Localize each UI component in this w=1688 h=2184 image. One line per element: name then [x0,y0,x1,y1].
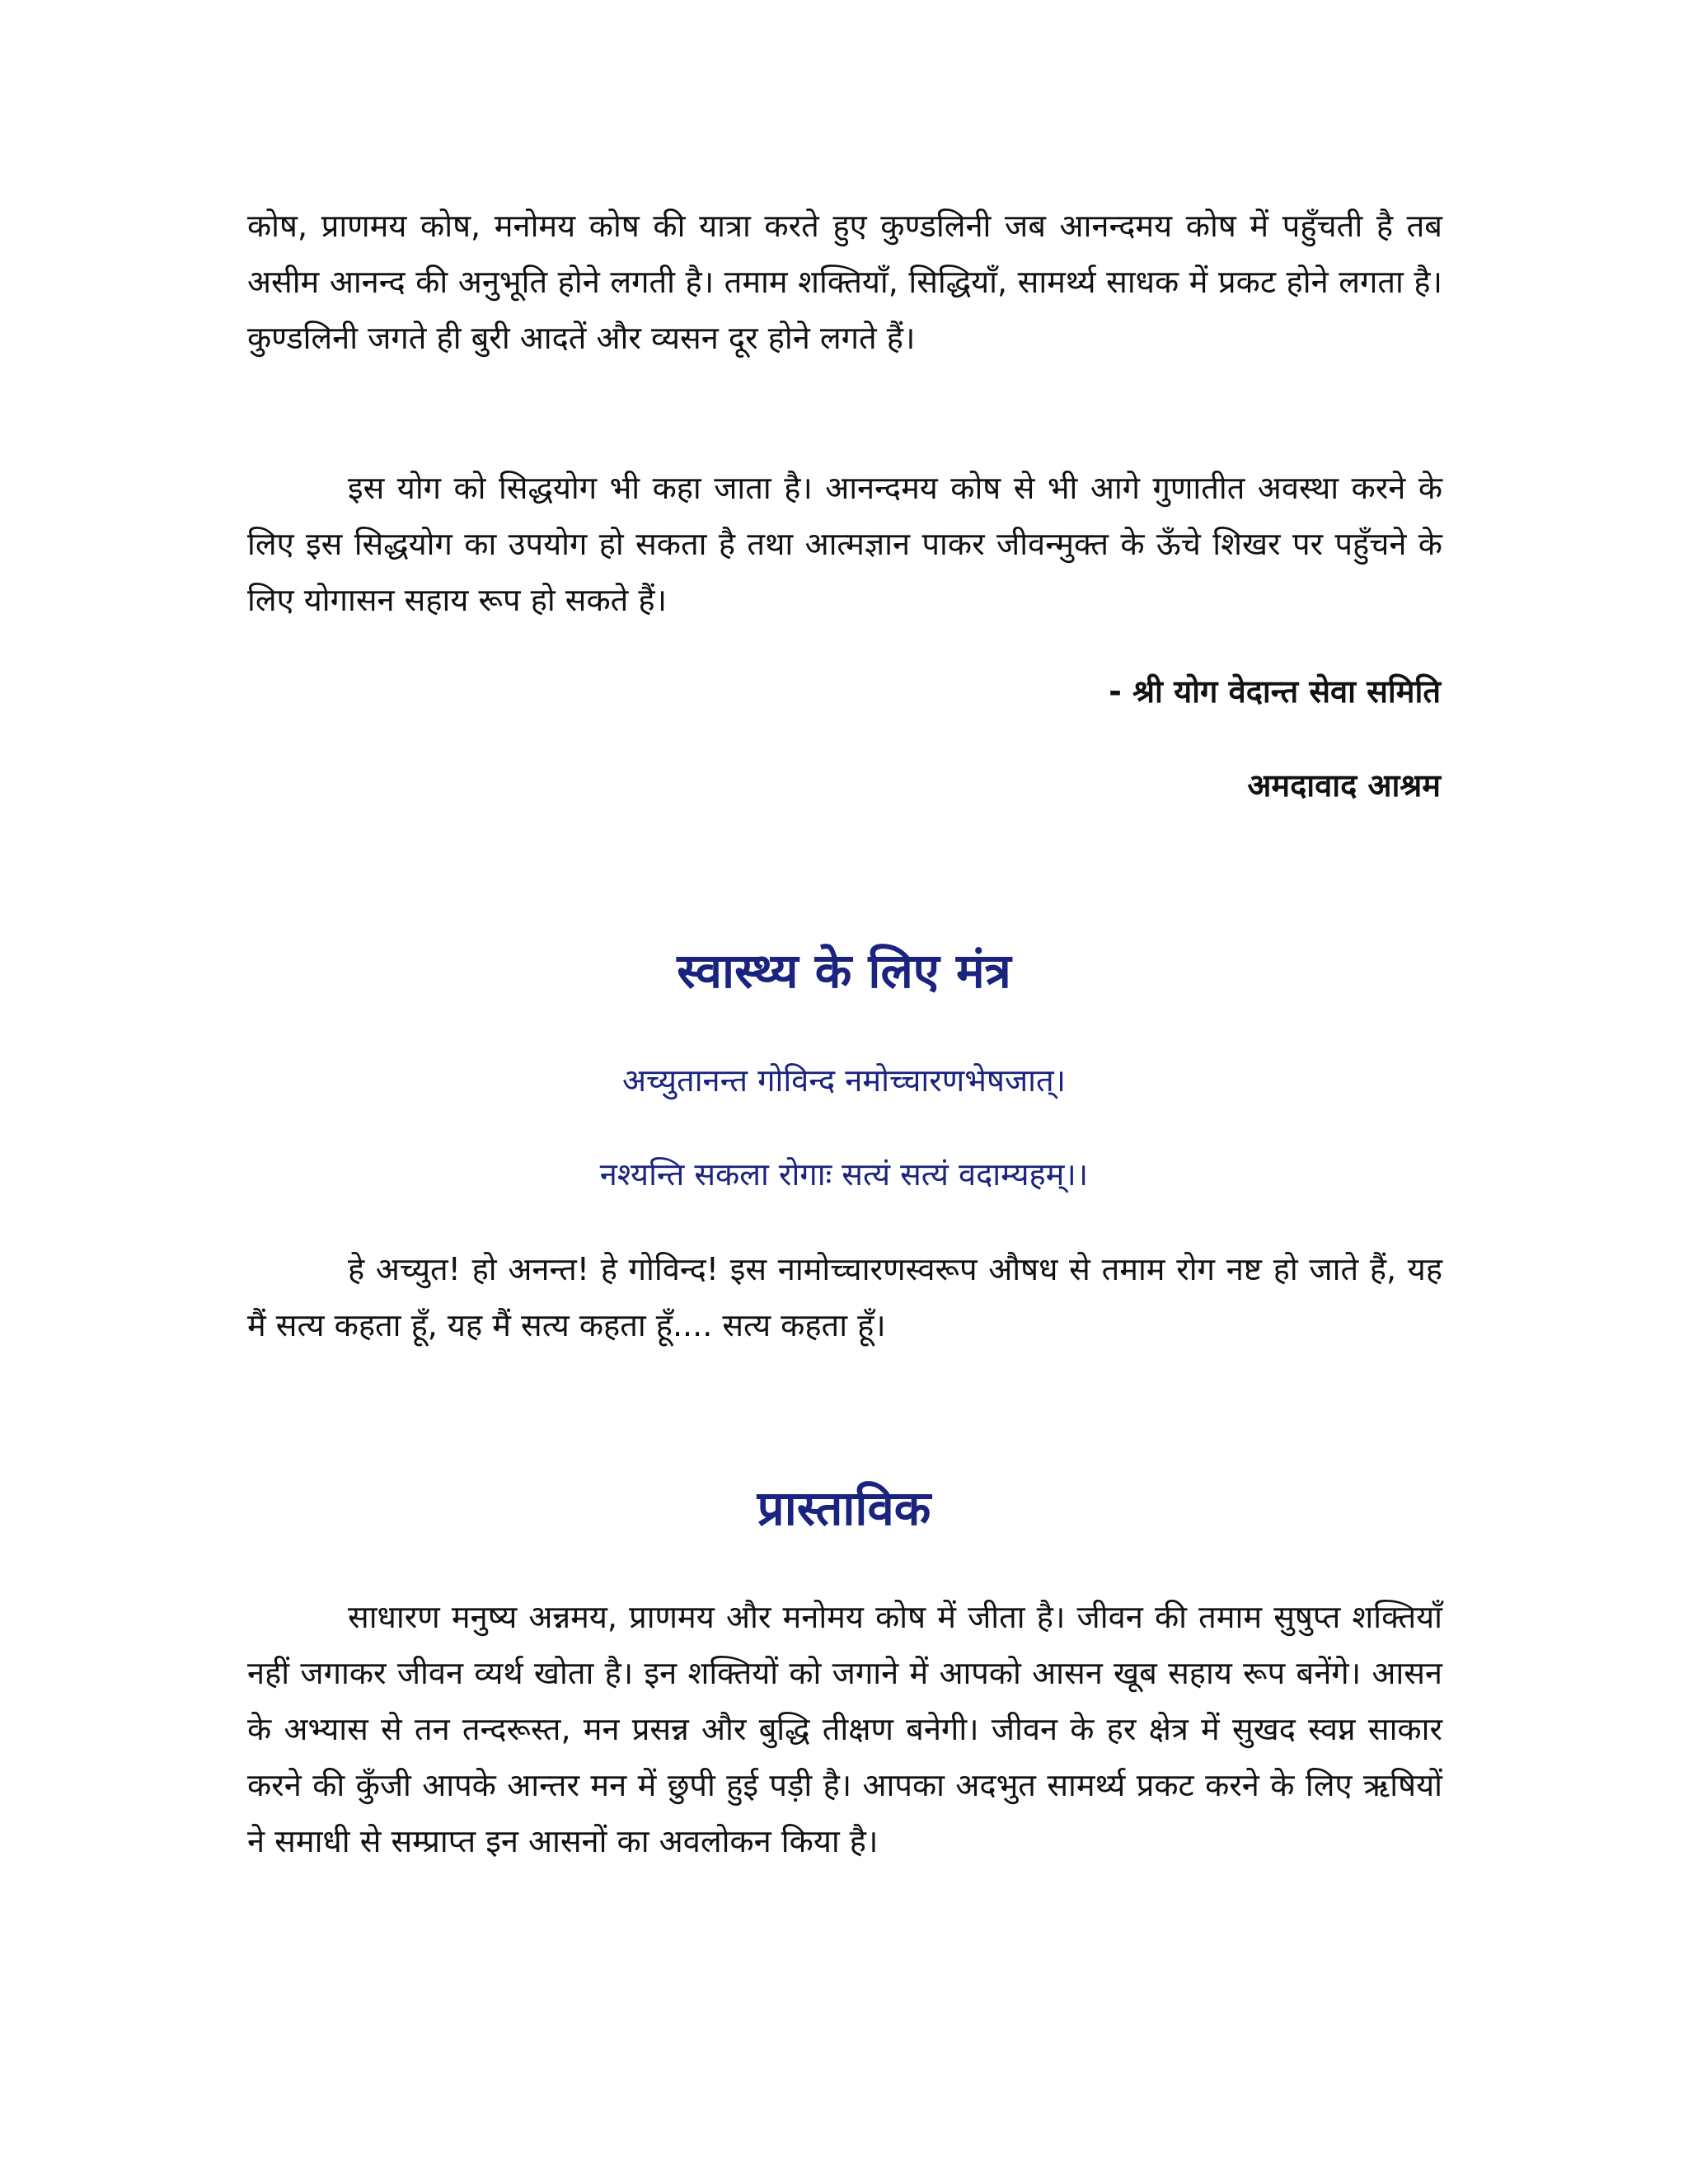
mantra-verse-line-2: नश्यन्ति सकला रोगाः सत्यं सत्यं वदाम्यहम्।। [599,1156,1089,1193]
intro-paragraph-2: इस योग को सिद्धयोग भी कहा जाता है। आनन्दमय कोष से भी आगे गुणातीत अवस्था करने के लिए इस सिद्धयोग का उपयोग हो सकता है तथा आत्मज्ञान पाकर जीवन्मुक्त के ऊँचे शिखर पर पहुँचने के लिए योगासन सहाय रूप हो सकते हैं। [247,470,1442,618]
preface-title: प्रास्ताविक [757,1480,931,1536]
preface-paragraph: साधारण मनुष्य अन्नमय, प्राणमय और मनोमय कोष में जीता है। जीवन की तमाम सुषुप्त शक्तियाँ नहीं जगाकर जीवन व्यर्थ खोता है। इन शक्तियों को जगाने में आपको आसन खूब सहाय रूप बनेंगे। आसन के अभ्यास से तन तन्दरूस्त, मन प्रसन्न और बुद्धि तीक्षण बनेगी। जीवन के हर क्षेत्र में सुखद स्वप्न साकार करने की कुँजी आपके आन्तर मन में छुपी हुई पड़ी है। आपका अदभुत सामर्थ्य प्रकट करने के लिए ऋषियों ने समाधी से सम्प्राप्त इन आसनों का अवलोकन किया है। [247,1599,1442,1859]
mantra-verse-line-1: अच्युतानन्त गोविन्द नमोच्चारणभेषजात्। [621,1062,1067,1099]
signature-place: अमदावाद आश्रम [1247,767,1441,804]
mantra-meaning: हे अच्युत! हो अनन्त! हे गोविन्द! इस नामोच्चारणस्वरूप औषध से तमाम रोग नष्ट हो जाते हैं, यह मैं सत्य कहता हूँ, यह मैं सत्य कहता हूँ.... सत्य कहता हूँ। [247,1251,1442,1343]
health-mantra-title: स्वास्थ्य के लिए मंत्र [677,943,1011,999]
signature-organization: - श्री योग वेदान्त सेवा समिति [1109,673,1441,710]
intro-paragraph-1: कोष, प्राणमय कोष, मनोमय कोष की यात्रा करते हुए कुण्डलिनी जब आनन्दमय कोष में पहुँचती है तब असीम आनन्द की अनुभूति होने लगती है। तमाम शक्तियाँ, सिद्धियाँ, सामर्थ्य साधक में प्रकट होने लगता है। कुण्डलिनी जगते ही बुरी आदतें और व्यसन दूर होने लगते हैं। [247,208,1442,356]
